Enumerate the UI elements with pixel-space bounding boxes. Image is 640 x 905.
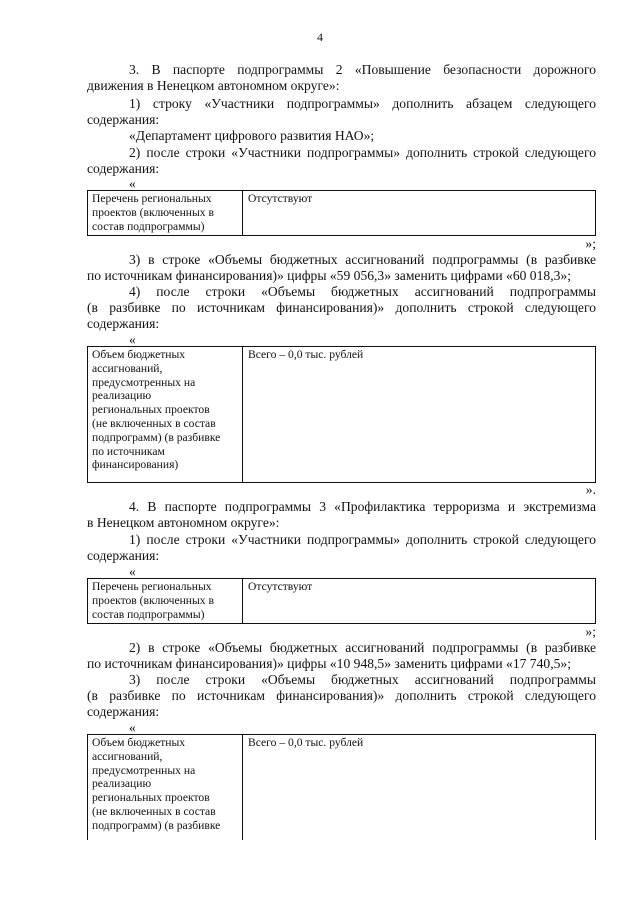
item4-sub2-line1: 2) в строке «Объемы бюджетных ассигнований подпрограммы (в разбивке <box>129 640 596 655</box>
table-label-line: проектов (включенных в <box>92 593 214 607</box>
table-label-line: подпрограмм) (в разбивке <box>92 430 221 444</box>
item4-sub1-line1: 1) после строки «Участники подпрограммы» дополнить строкой следующего <box>129 532 596 547</box>
item3-sub1-line1: 1) строку «Участники подпрограммы» дополнить абзацем следующего <box>129 96 596 111</box>
item4-table-regional-projects <box>87 578 596 624</box>
item3-table-budget-allocations <box>87 346 596 483</box>
item4-heading-line2: в Ненецком автономном округе»: <box>87 515 280 530</box>
item3-table-regional-projects <box>87 190 596 236</box>
item3-heading-line2: движения в Ненецком автономном округе»: <box>87 78 340 93</box>
table-label-line: реализацию <box>92 389 152 403</box>
item4-sub2-line2: по источникам финансирования)» цифры «10 948,5» заменить цифрами «17 740,5»; <box>87 656 571 671</box>
table-label-line: ассигнований, <box>92 361 163 375</box>
item3-sub2-line2: содержания: <box>87 161 160 176</box>
table-label-line: ассигнований, <box>92 749 163 763</box>
table-value-cell: Отсутствуют <box>248 192 313 205</box>
table-label-line: состав подпрограммы) <box>92 219 205 233</box>
table-label-line: (не включенных в состав <box>92 416 216 430</box>
table-value-cell: Всего – 0,0 тыс. рублей <box>248 348 364 361</box>
open-quote: « <box>129 176 136 191</box>
close-quote: ». <box>585 482 596 497</box>
table-label-cell <box>88 735 243 840</box>
table-label-line: предусмотренных на <box>92 763 196 777</box>
item3-sub4-line1: 4) после строки «Объемы бюджетных ассигнований подпрограммы <box>129 284 596 299</box>
table-label-line: Объем бюджетных <box>92 348 186 361</box>
item4-sub3-line3: содержания: <box>87 704 160 719</box>
close-quote: »; <box>585 624 596 639</box>
table-label-line: Перечень региональных <box>92 192 212 205</box>
item4-sub3-line2: (в разбивке по источникам финансирования)» дополнить строкой следующего <box>87 688 596 703</box>
item3-sub3-line2: по источникам финансирования)» цифры «59 056,3» заменить цифрами «60 018,3»; <box>87 268 571 283</box>
close-quote: »; <box>585 236 596 251</box>
item3-sub4-line2: (в разбивке по источникам финансирования)» дополнить строкой следующего <box>87 300 596 315</box>
table-label-line: предусмотренных на <box>92 375 196 389</box>
table-value-cell: Отсутствуют <box>248 580 313 593</box>
table-label-line: подпрограмм) (в разбивке <box>92 818 221 832</box>
table-label-line: финансирования) <box>92 458 179 472</box>
table-label-line: состав подпрограммы) <box>92 607 205 621</box>
table-label-cell <box>88 579 243 623</box>
table-label-line: региональных проектов <box>92 791 210 805</box>
table-label-line: проектов (включенных в <box>92 205 214 219</box>
table-label-line: реализацию <box>92 777 152 791</box>
table-label-line: (не включенных в состав <box>92 804 216 818</box>
item3-quote-line: «Департамент цифрового развития НАО»; <box>129 128 375 143</box>
table-label-line: по источникам <box>92 444 165 458</box>
item4-heading-line1: 4. В паспорте подпрограммы 3 «Профилактика терроризма и экстремизма <box>129 499 596 514</box>
table-label-line: Перечень региональных <box>92 580 212 593</box>
item3-sub4-line3: содержания: <box>87 316 160 331</box>
item4-table-budget-allocations <box>87 734 596 840</box>
open-quote: « <box>129 720 136 735</box>
table-label-cell <box>88 347 243 482</box>
item3-sub2-line1: 2) после строки «Участники подпрограммы» дополнить строкой следующего <box>129 145 596 160</box>
item3-sub1-line2: содержания: <box>87 112 160 127</box>
table-label-line: Объем бюджетных <box>92 736 186 749</box>
item4-sub3-line1: 3) после строки «Объемы бюджетных ассигнований подпрограммы <box>129 672 596 687</box>
table-label-cell <box>88 191 243 235</box>
open-quote: « <box>129 564 136 579</box>
item3-sub3-line1: 3) в строке «Объемы бюджетных ассигнований подпрограммы (в разбивке <box>129 252 596 267</box>
page-number: 4 <box>317 30 323 44</box>
open-quote: « <box>129 332 136 347</box>
item3-heading-line1: 3. В паспорте подпрограммы 2 «Повышение безопасности дорожного <box>129 62 596 77</box>
item4-sub1-line2: содержания: <box>87 548 160 563</box>
table-value-cell: Всего – 0,0 тыс. рублей <box>248 736 364 749</box>
table-label-line: региональных проектов <box>92 403 210 417</box>
